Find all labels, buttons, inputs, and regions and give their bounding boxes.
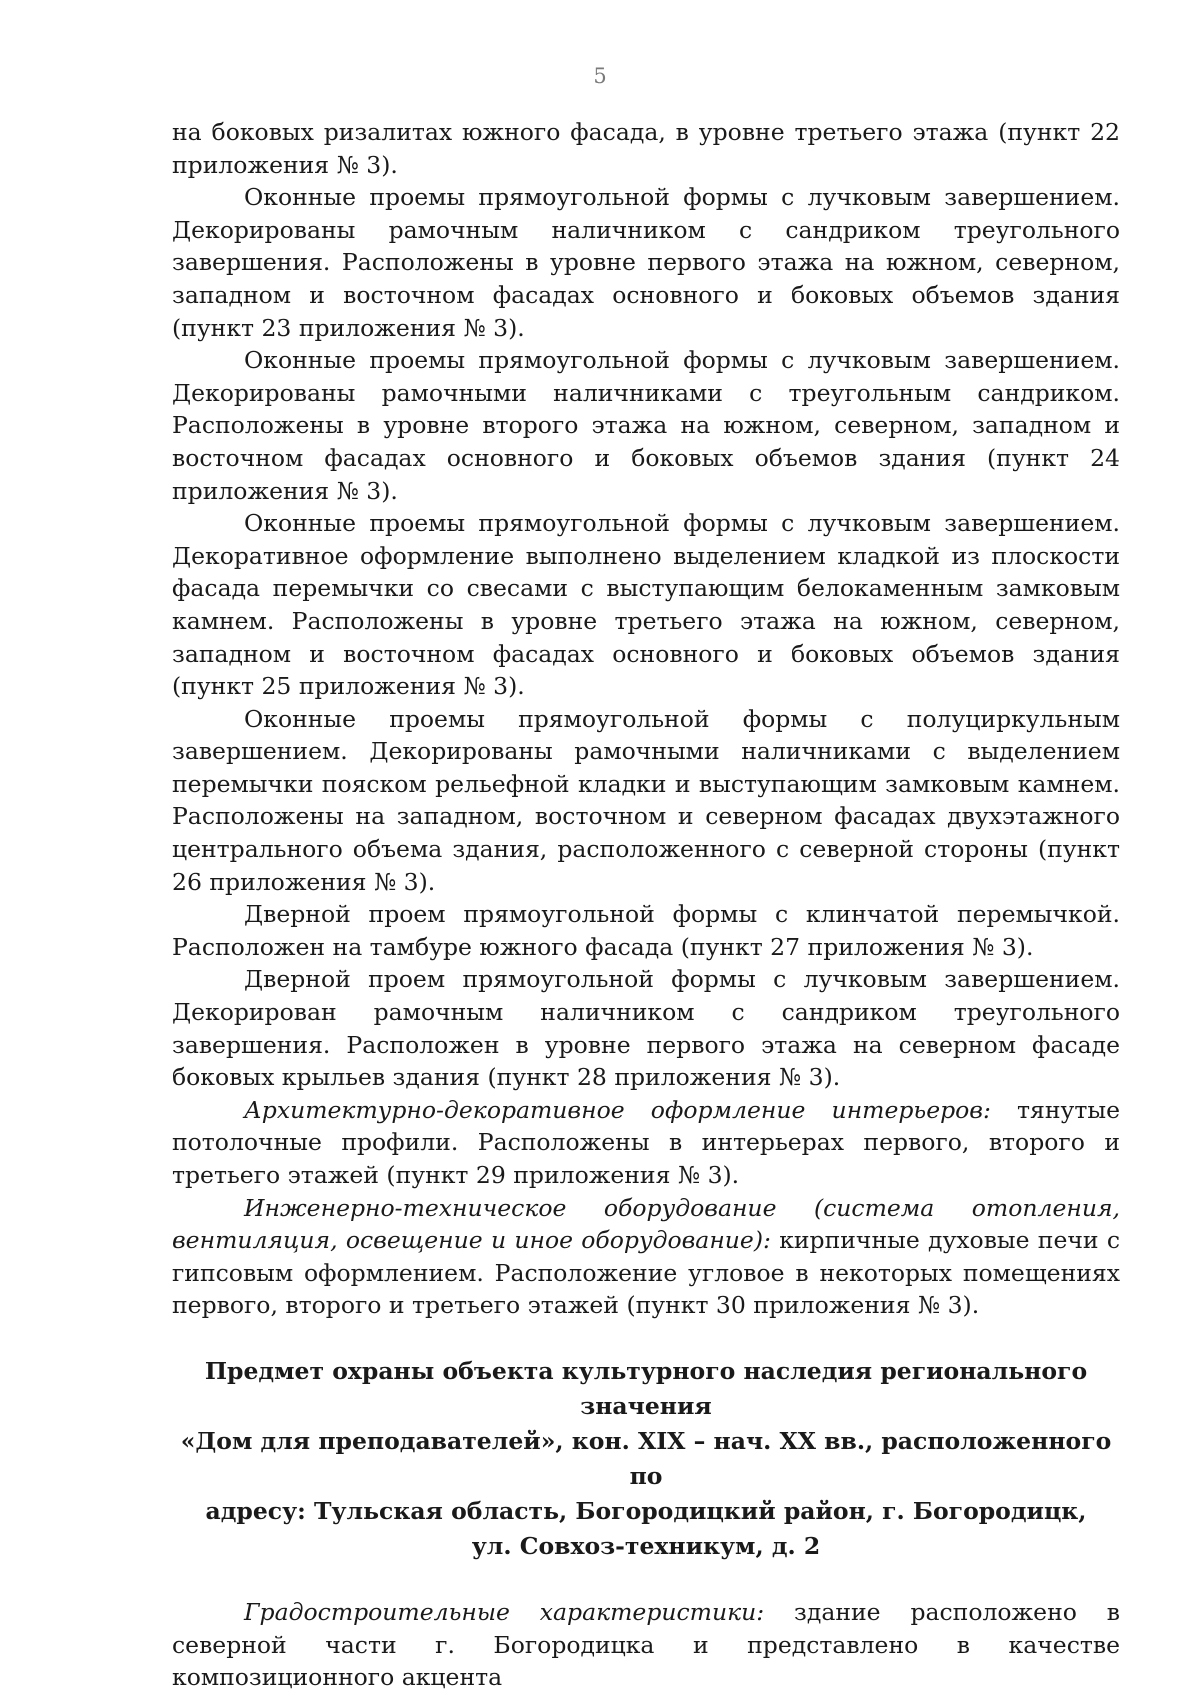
heading-line: ул. Совхоз-техникум, д. 2 bbox=[471, 1531, 821, 1560]
paragraph-8: Архитектурно-декоративное оформление интерьеров: тянутые потолочные профили. Расположены в интерьерах первого, второго и третьего этажей (пункт 29 приложения № 3). bbox=[172, 1095, 1120, 1189]
italic-lead: Инженерно-техническое оборудование (система отопления, вентиляция, освещение и иное оборудование): bbox=[172, 1193, 1120, 1255]
paragraph-9: Инженерно-техническое оборудование (система отопления, вентиляция, освещение и иное оборудование): кирпичные духовые печи с гипсовым оформлением. Расположение угловое в некоторых помещениях первого, второго и третьего этажей (пункт 30 приложения № 3). bbox=[172, 1193, 1120, 1320]
paragraph-5: Оконные проемы прямоугольной формы с полуциркульным завершением. Декорированы рамочными наличниками с выделением перемычки пояском рельефной кладки и выступающим замковым камнем. Расположены на западном, восточном и северном фасадах двухэтажного центрального объема здания, расположенного с северной стороны (пункт 26 приложения № 3). bbox=[172, 704, 1120, 896]
page-content bbox=[172, 116, 1120, 1694]
heading-line: адресу: Тульская область, Богородицкий район, г. Богородицк, bbox=[205, 1496, 1087, 1525]
page-number: 5 bbox=[593, 64, 607, 88]
paragraph-final: Градостроительные характеристики: здание расположено в северной части г. Богородицка и представлено в качестве композиционного акцента bbox=[172, 1597, 1120, 1692]
paragraph-4: Оконные проемы прямоугольной формы с лучковым завершением. Декоративное оформление выполнено выделением кладкой из плоскости фасада перемычки со свесами с выступающим белокаменным замковым камнем. Расположены в уровне третьего этажа на южном, северном, западном и восточном фасадах основного и боковых объемов здания (пункт 25 приложения № 3). bbox=[172, 509, 1120, 701]
italic-lead: Архитектурно-декоративное оформление интерьеров: bbox=[244, 1095, 991, 1124]
heading-line: Предмет охраны объекта культурного наследия регионального значения bbox=[204, 1356, 1088, 1420]
paragraph-1: на боковых ризалитах южного фасада, в уровне третьего этажа (пункт 22 приложения № 3). bbox=[172, 118, 1120, 179]
paragraph-6: Дверной проем прямоугольной формы с клинчатой перемычкой. Расположен на тамбуре южного фасада (пункт 27 приложения № 3). bbox=[172, 900, 1120, 961]
paragraph-7: Дверной проем прямоугольной формы с лучковым завершением. Декорирован рамочным наличником с сандриком треугольного завершения. Расположен в уровне первого этажа на северном фасаде боковых крыльев здания (пункт 28 приложения № 3). bbox=[172, 965, 1120, 1092]
paragraph-3: Оконные проемы прямоугольной формы с лучковым завершением. Декорированы рамочными наличниками с треугольным сандриком. Расположены в уровне второго этажа на южном, северном, западном и восточном фасадах основного и боковых объемов здания (пункт 24 приложения № 3). bbox=[172, 346, 1120, 505]
paragraph-2: Оконные проемы прямоугольной формы с лучковым завершением. Декорированы рамочным наличником с сандриком треугольного завершения. Расположены в уровне первого этажа на южном, северном, западном и восточном фасадах основного и боковых объемов здания (пункт 23 приложения № 3). bbox=[172, 183, 1120, 342]
heading-line: «Дом для преподавателей», кон. XIX – нач. XX вв., расположенного по bbox=[180, 1426, 1112, 1490]
section-heading bbox=[172, 1354, 1120, 1564]
italic-lead: Градостроительные характеристики: bbox=[244, 1597, 765, 1626]
